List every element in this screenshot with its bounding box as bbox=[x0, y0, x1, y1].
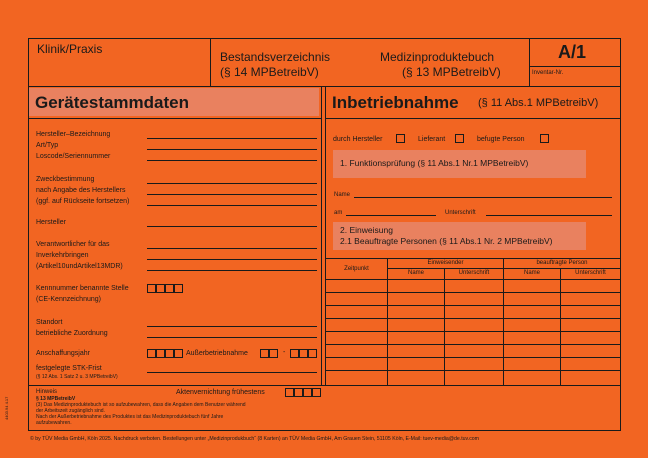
geraetestammdaten-title: Gerätestammdaten bbox=[35, 93, 190, 112]
th-unterschrift-2: Unterschrift bbox=[575, 270, 606, 276]
input-line-2[interactable] bbox=[147, 149, 317, 150]
input-line-1[interactable] bbox=[147, 138, 317, 139]
table-row-line bbox=[325, 370, 621, 371]
ausserbetrieb-label: Außerbetriebnahme bbox=[186, 350, 248, 357]
input-line-13[interactable] bbox=[147, 372, 317, 373]
input-line-5[interactable] bbox=[147, 194, 317, 195]
hinweis-title: Hinweis bbox=[36, 389, 58, 395]
ce-box-3[interactable] bbox=[165, 284, 174, 293]
form-code: A/1 bbox=[558, 42, 587, 62]
table-col-3 bbox=[503, 258, 504, 386]
left-title-line bbox=[28, 118, 321, 119]
year-box-1[interactable] bbox=[147, 349, 156, 358]
funktionspruefung-label: 1. Funktionsprüfung (§ 11 Abs.1 Nr.1 MPBetreibV) bbox=[340, 158, 529, 168]
lieferant-checkbox[interactable] bbox=[455, 134, 464, 143]
table-row-line bbox=[325, 292, 621, 293]
th-beauftragte-person: beauftragte Person bbox=[536, 260, 588, 266]
ce-box-4[interactable] bbox=[174, 284, 183, 293]
name-label: Name bbox=[334, 192, 351, 198]
input-line-6[interactable] bbox=[147, 205, 317, 206]
table-subheader-line bbox=[387, 268, 621, 269]
th-unterschrift-1: Unterschrift bbox=[458, 270, 490, 276]
field-stk-note: (§ 12 Abs. 1 Satz 2 u. 3 MPBetreibV) bbox=[36, 374, 118, 380]
hinweis-text-4: aufzubewahren. bbox=[36, 420, 72, 426]
th-name-1: Name bbox=[407, 270, 424, 276]
bestand-title: Bestandsverzeichnis bbox=[220, 50, 331, 64]
akten-box-4[interactable] bbox=[312, 388, 321, 397]
table-row-line bbox=[325, 318, 621, 319]
durch-hersteller-checkbox[interactable] bbox=[396, 134, 405, 143]
header-sep3 bbox=[529, 66, 621, 67]
field-rueckseite: (ggf. auf Rückseite fortsetzen) bbox=[36, 198, 130, 205]
lieferant-label: Lieferant bbox=[418, 136, 446, 143]
table-col-4 bbox=[560, 268, 561, 386]
frame-top bbox=[28, 38, 621, 39]
field-zuordnung: betriebliche Zuordnung bbox=[36, 330, 108, 337]
am-line[interactable] bbox=[346, 215, 436, 216]
name-line[interactable] bbox=[354, 197, 612, 198]
field-loscode: Loscode/Seriennummer bbox=[36, 153, 111, 160]
table-row-line bbox=[325, 331, 621, 332]
hinweis-text-2: der Arbeitszeit zugänglich sind. bbox=[36, 408, 105, 414]
mid-sep-inner bbox=[325, 86, 326, 386]
inbetriebnahme-sub: (§ 11 Abs.1 MPBetreibV) bbox=[478, 97, 599, 109]
input-line-10[interactable] bbox=[147, 270, 317, 271]
field-ce: (CE-Kennzeichnung) bbox=[36, 296, 101, 303]
unterschrift-label: Unterschrift bbox=[445, 210, 476, 216]
hinweis-text-1: (3) Das Medizinproduktebuch ist so aufzubewahren, dass die Angaben dem Benutzer während bbox=[36, 402, 246, 408]
hinweis-top-line bbox=[28, 385, 325, 386]
mid-sep-outer bbox=[321, 86, 322, 386]
field-inverkehrbringen: Inverkehrbringen bbox=[36, 252, 89, 259]
klinik-label: Klinik/Praxis bbox=[37, 42, 103, 56]
table-row-line bbox=[325, 357, 621, 358]
th-name-2: Name bbox=[523, 270, 540, 276]
hinweis-text-3: Nach der Außerbetriebnahme des Produktes ist das Medizinproduktebuch fünf Jahre bbox=[36, 414, 224, 420]
field-hersteller: Hersteller bbox=[36, 219, 66, 226]
footer-copyright: © by TÜV Media GmbH, Köln 2025. Nachdruck verboten. Bestellungen unter „Medizinprodukbuch“ (8 Karten) an TÜV Media GmbH, Am Grauen Stein, 51105 Köln, E-Mail: tuev-media@de.tuv.com bbox=[30, 436, 479, 442]
table-row-line bbox=[325, 305, 621, 306]
table-col-2 bbox=[444, 268, 445, 386]
year-box-4[interactable] bbox=[174, 349, 183, 358]
frame-right bbox=[620, 38, 621, 431]
field-verantwortlicher: Verantwortlicher für das bbox=[36, 241, 110, 248]
ce-box-1[interactable] bbox=[147, 284, 156, 293]
field-stk-frist: festgelegte STK-Frist bbox=[36, 365, 102, 372]
year-box-3[interactable] bbox=[165, 349, 174, 358]
einweisung-label: 2. Einweisung bbox=[340, 225, 393, 235]
field-standort: Standort bbox=[36, 319, 63, 326]
ab-box-5[interactable] bbox=[308, 349, 317, 358]
medbuch-title: Medizinproduktebuch bbox=[380, 50, 495, 64]
bestand-sub: (§ 14 MPBetreibV) bbox=[220, 65, 319, 79]
beauftragte-label: 2.1 Beauftragte Personen (§ 11 Abs.1 Nr. 2 MPBetreibV) bbox=[340, 236, 553, 246]
hinweis-sub: § 13 MPBetreibV bbox=[36, 396, 76, 402]
field-zweckbestimmung: Zweckbestimmung bbox=[36, 176, 95, 183]
field-anschaffungsjahr: Anschaffungsjahr bbox=[36, 350, 90, 357]
table-row-line bbox=[325, 344, 621, 345]
right-title-line bbox=[325, 118, 621, 119]
input-line-7[interactable] bbox=[147, 226, 317, 227]
ab-box-3[interactable] bbox=[290, 349, 299, 358]
unterschrift-line[interactable] bbox=[486, 215, 612, 216]
ab-box-2[interactable] bbox=[269, 349, 278, 358]
table-top-line bbox=[325, 258, 621, 259]
ab-box-1[interactable] bbox=[260, 349, 269, 358]
akten-box-1[interactable] bbox=[285, 388, 294, 397]
medbuch-sub: (§ 13 MPBetreibV) bbox=[402, 65, 501, 79]
table-col-1 bbox=[387, 258, 388, 386]
table-row-line bbox=[325, 385, 621, 386]
inbetriebnahme-title: Inbetriebnahme bbox=[332, 93, 459, 112]
inventar-label: Inventar-Nr. bbox=[532, 70, 564, 76]
akten-box-2[interactable] bbox=[294, 388, 303, 397]
aktenvernichtung-label: Aktenvernichtung frühestens bbox=[176, 389, 265, 396]
table-header-bottom bbox=[325, 279, 621, 280]
akten-box-3[interactable] bbox=[303, 388, 312, 397]
header-sep2 bbox=[529, 38, 530, 86]
th-einweisender: Einweisender bbox=[427, 260, 464, 266]
header-sep1 bbox=[210, 38, 211, 86]
befugte-person-label: befugte Person bbox=[477, 136, 525, 143]
input-line-4[interactable] bbox=[147, 183, 317, 184]
th-zeitpunkt: Zeitpunkt bbox=[344, 266, 369, 272]
input-line-9[interactable] bbox=[147, 259, 317, 260]
year-box-2[interactable] bbox=[156, 349, 165, 358]
ce-box-2[interactable] bbox=[156, 284, 165, 293]
input-line-11[interactable] bbox=[147, 326, 317, 327]
field-hersteller-bezeichnung: Hersteller–Bezeichnung bbox=[36, 131, 111, 138]
input-line-8[interactable] bbox=[147, 248, 317, 249]
field-nach-angabe: nach Angabe des Herstellers bbox=[36, 187, 126, 194]
field-art-typ: Art/Typ bbox=[36, 142, 59, 149]
side-code: 4403.94 4.17 bbox=[4, 396, 9, 420]
am-label: am bbox=[334, 210, 343, 216]
field-kennnummer: Kennnummer benannte Stelle bbox=[36, 285, 129, 292]
durch-hersteller-label: durch Hersteller bbox=[333, 136, 383, 143]
ab-dash: - bbox=[283, 349, 286, 356]
befugte-person-checkbox[interactable] bbox=[540, 134, 549, 143]
frame-bottom bbox=[28, 430, 621, 431]
ab-box-4[interactable] bbox=[299, 349, 308, 358]
input-line-3[interactable] bbox=[147, 160, 317, 161]
field-artikel-mdr: (Artikel10undArtikel13MDR) bbox=[36, 263, 123, 270]
input-line-12[interactable] bbox=[147, 337, 317, 338]
